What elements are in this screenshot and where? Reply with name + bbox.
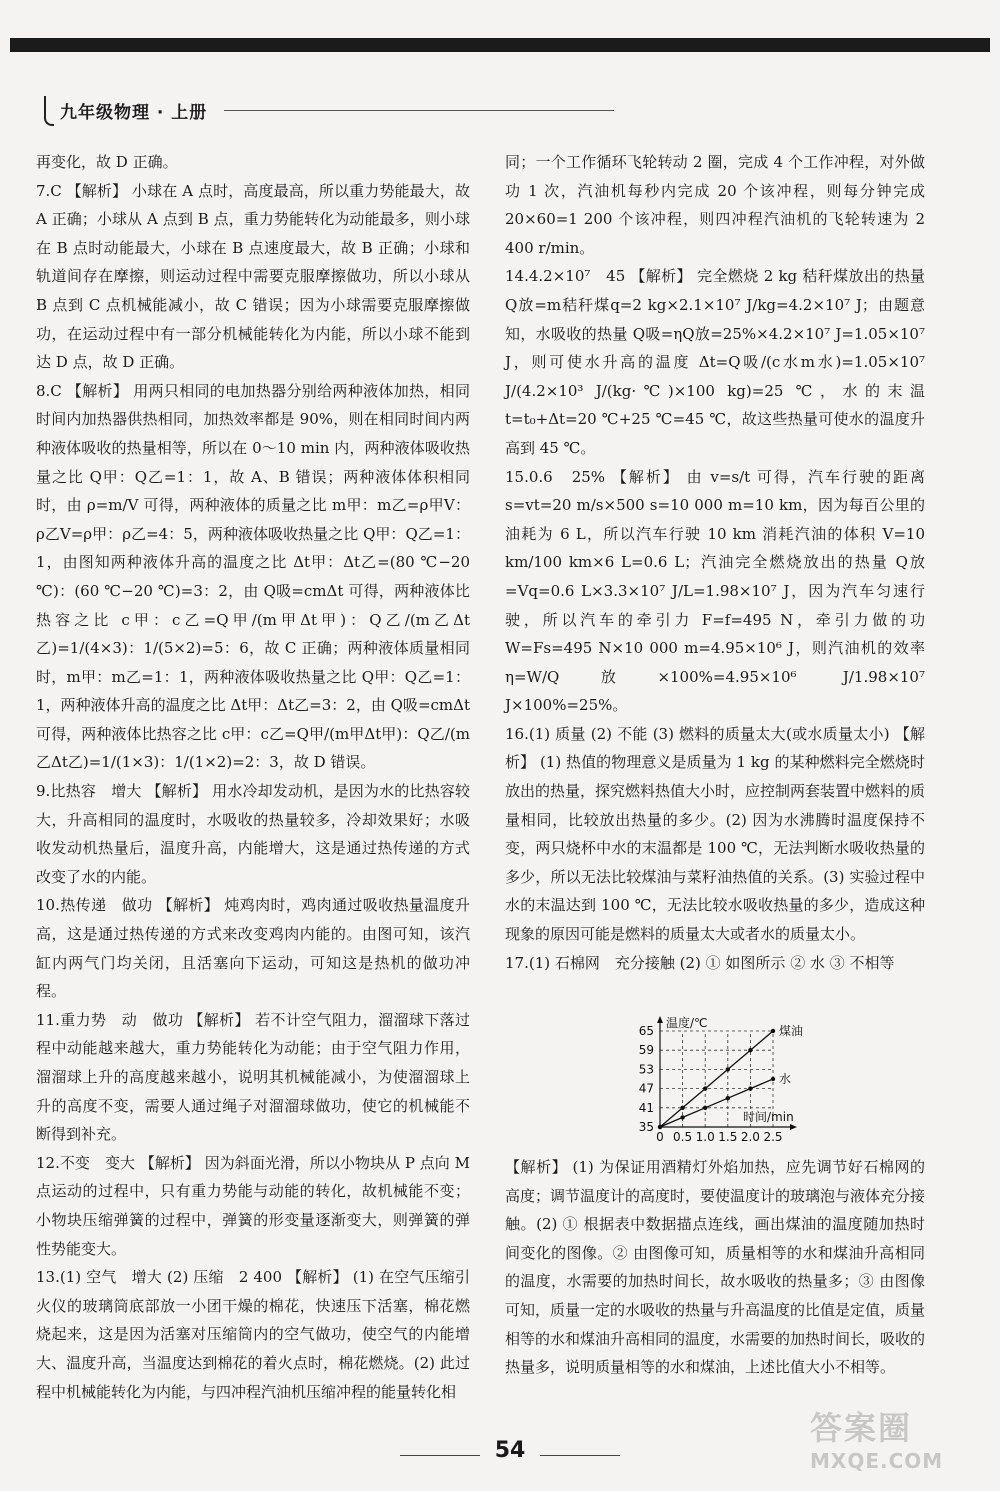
x-axis-label: 时间/min [743, 1110, 794, 1124]
answer-paragraph: 9.比热容 增大 【解析】 用水冷却发动机，是因为水的比热容较大，升高相同的温度时，水吸收的热量较多，冷却效果好；水吸收发动机热量后，温度升高，内能增大，这是通过热传递的方式改变了水的内能。 [36, 782, 470, 886]
answer-paragraph: 7.C 【解析】 小球在 A 点时，高度最高，所以重力势能最大，故 A 正确；小球从 A 点到 B 点，重力势能转化为动能最多，则小球在 B 点时动能最大，小球在 B 点速度最大，故 B 正确；小球和轨道间存在摩擦，则运动过程中需要克服摩擦做功，所以小球从 B 点到 C 点机械能减小，故 C 错误；因为小球需要克服摩擦做功，在运动过程中有一部分机械能转化为内能，所以小球不能到达 D 点，故 D 正确。 [36, 181, 475, 372]
right-column [505, 148, 930, 977]
x-tick-label: 2.5 [763, 1130, 783, 1144]
answer-paragraph: 11.重力势 动 做功 【解析】 若不计空气阻力，溜溜球下落过程中动能越来越大，重力势能转化为动能；由于空气阻力作用，溜溜球上升的高度越来越小，说明其机械能减小，为使溜溜球上升的高度不变，需要人通过绳子对溜溜球做功，使它的机械能不断得到补充。 [36, 1010, 470, 1144]
answer-paragraph: 8.C 【解析】 用两只相同的电加热器分别给两种液体加热，相同时间内加热器供热相同，加热效率都是 90%，则在相同时间内两种液体吸收的热量相等，所以在 0～10 min 内，两种液体吸收热量之比 Q甲：Q乙=1：1，故 A、B 错误；两种液体体积相同时，由 ρ=m/V 可得，两种液体的质量之比 m甲：m乙=ρ甲V：ρ乙V=ρ甲：ρ乙=4：5，两种液体吸收热量之比 Q甲：Q乙=1：1，由图知两种液体升高的温度之比 Δt甲：Δt乙=(80 ℃−20 ℃)：(60 ℃−20 ℃)=3：2，由 Q吸=cmΔt 可得，两种液体比热容之比 c甲：c乙=Q甲/(m甲Δt甲)：Q乙/(m乙Δt乙)=1/(4×3)：1/(5×2)=5：6，故 C 正确；两种液体质量相同时，m甲：m乙=1：1，两种液体吸收热量之比 Q甲：Q乙=1：1，两种液体升高的温度之比 Δt甲：Δt乙=3：2，由 Q吸=cmΔt 可得，两种液体比热容之比 c甲：c乙=Q甲/(m甲Δt甲)：Q乙/(m乙Δt乙)=1/(1×3)：1/(1×2)=2：3，故 D 错误。 [36, 381, 475, 772]
answer-paragraph: 14.4.2×10⁷ 45 【解析】 完全燃烧 2 kg 秸秆煤放出的热量 Q放=m秸秆煤q=2 kg×2.1×10⁷ J/kg=4.2×10⁷ J；由题意知，水吸收的热量 Q吸=ηQ放=25%×4.2×10⁷ J=1.05×10⁷ J，则可使水升高的温度 Δt=Q吸/(c水m水)=1.05×10⁷ J/(4.2×10³ J/(kg·℃)×100 kg)=25 ℃，水的末温 t=t₀+Δt=20 ℃+25 ℃=45 ℃，故这些热量可使水的温度升高到 45 ℃。 [505, 267, 930, 457]
footer-rule-left [400, 1455, 480, 1456]
x-tick-label: 2.0 [740, 1130, 760, 1144]
page-footer [400, 1438, 620, 1468]
data-point [726, 1096, 730, 1100]
temperature-time-chart [620, 1015, 850, 1150]
answer-paragraph: 10.热传递 做功 【解析】 炖鸡肉时，鸡肉通过吸收热量温度升高，这是通过热传递的方式来改变鸡肉内能的。由图可知，该汽缸内两气门均关闭，且活塞向下运动，可知这是热机的做功冲程。 [36, 896, 470, 1001]
y-tick-label: 65 [638, 1024, 654, 1038]
right-column-analysis [505, 1153, 925, 1382]
x-tick-label: 0 [656, 1130, 664, 1144]
watermark-text: 答案圈 [810, 1409, 913, 1447]
data-point [771, 1077, 775, 1081]
header-rule [224, 110, 614, 111]
left-column [36, 148, 475, 1406]
y-tick-label: 59 [638, 1043, 654, 1058]
answer-paragraph: 16.(1) 质量 (2) 不能 (3) 燃料的质量太大(或水质量太小) 【解析】 (1) 热值的物理意义是质量为 1 kg 的某种燃料完全燃烧时放出的热量，探究燃料热值大小时，应控制两套装置中燃料的质量相同，比较放出热量的多少。(2) 因为水沸腾时温度保持不变，两只烧杯中水的末温都是 100 ℃，无法判断水吸收热量的多少，所以无法比较煤油与菜籽油热值的关系。(3) 实验过程中水的末温达到 100 ℃，无法比较水吸收热量的多少，造成这种现象的原因可能是燃料的质量太大或者水的质量太小。 [505, 724, 926, 944]
y-axis-label: 温度/℃ [666, 1016, 708, 1030]
series-label: 煤油 [779, 1024, 804, 1038]
answer-paragraph: 同；一个工作循环飞轮转动 2 圈，完成 4 个工作冲程，对外做功 1 次，汽油机每秒内完成 20 个该冲程，则每分钟完成 20×60=1 200 个该冲程，则四冲程汽油机的飞轮转速为 2 400 r/min。 [505, 153, 930, 257]
x-tick-label: 1.5 [718, 1130, 738, 1144]
answer-paragraph: 17.(1) 石棉网 充分接触 (2) ① 如图所示 ② 水 ③ 不相等 [505, 953, 895, 972]
header-title: 九年级物理 · 上册 [60, 103, 208, 123]
y-tick-label: 47 [638, 1081, 654, 1096]
data-point [726, 1067, 730, 1071]
chart-svg [620, 1015, 850, 1150]
answer-paragraph: 【解析】 (1) 为保证用酒精灯外焰加热，应先调节好石棉网的高度；调节温度计的高度时，要使温度计的玻璃泡与液体充分接触。(2) ① 根据表中数据描点连线，画出煤油的温度随加热时间变化的图像。② 由图像可知，质量相等的水和煤油升高相同的温度，水需要的加热时间长，故水吸收的热量多；③ 由图像可知，质量一定的水吸收的热量与升高温度的比值是定值，质量相等的水和煤油升高相同的温度，水需要的加热时间长，吸收的热量多，说明质量相等的水和煤油，上述比值大小不相等。 [505, 1158, 926, 1377]
answer-paragraph: 15.0.6 25% 【解析】 由 v=s/t 可得，汽车行驶的距离 s=vt=20 m/s×500 s=10 000 m=10 km，因为每百公里的油耗为 6 L，所以汽车行驶 10 km 消耗汽油的体积 V=10 km/100 km×6 L=0.6 L；汽油完全燃烧放出的热量 Q放=Vq=0.6 L×3.3×10⁷ J/L=1.98×10⁷ J，因为汽车匀速行驶，所以汽车的牵引力 F=f=495 N，牵引力做的功 W=Fs=495 N×10 000 m=4.95×10⁶ J，则汽油机的效率 η=W/Q放×100%=4.95×10⁶ J/1.98×10⁷ J×100%=25%。 [505, 467, 930, 715]
answer-paragraph: 13.(1) 空气 增大 (2) 压缩 2 400 【解析】 (1) 在空气压缩引火仪的玻璃筒底部放一小团干燥的棉花，快速压下活塞，棉花燃烧起来，这是因为活塞对压缩筒内的空气做功，使空气的内能增大、温度升高，当温度达到棉花的着火点时，棉花燃烧。(2) 此过程中机械能转化为内能，与四冲程汽油机压缩冲程的能量转化相 [36, 1268, 470, 1401]
data-point [680, 1115, 684, 1119]
data-point [658, 1125, 662, 1129]
x-tick-label: 0.5 [673, 1130, 693, 1144]
x-axis-arrow [790, 1124, 797, 1130]
answer-paragraph: 再变化，故 D 正确。 [36, 153, 178, 171]
top-bar [10, 38, 990, 52]
data-point [680, 1106, 684, 1110]
series-label: 水 [779, 1072, 792, 1086]
answer-paragraph: 12.不变 变大 【解析】 因为斜面光滑，所以小物块从 P 点向 M 点运动的过程中，只有重力势能与动能的转化，故机械能不变；小物块压缩弹簧的过程中，弹簧的形变量逐渐变大，则弹簧的弹性势能变大。 [36, 1153, 475, 1258]
data-point [771, 1029, 775, 1033]
page-header [44, 96, 614, 126]
data-point [748, 1086, 752, 1090]
page-number: 54 [494, 1438, 526, 1463]
watermark-logo [810, 1403, 980, 1473]
data-point [703, 1106, 707, 1110]
y-tick-label: 53 [638, 1062, 654, 1077]
y-axis-arrow [657, 1016, 663, 1023]
y-tick-label: 35 [638, 1120, 654, 1134]
data-point [703, 1086, 707, 1090]
x-tick-label: 1.0 [695, 1130, 715, 1144]
data-point [748, 1048, 752, 1052]
watermark-url: MXQE.COM [810, 1449, 944, 1473]
y-tick-label: 41 [638, 1100, 654, 1115]
footer-rule-right [540, 1455, 620, 1456]
header-bracket [44, 96, 54, 126]
